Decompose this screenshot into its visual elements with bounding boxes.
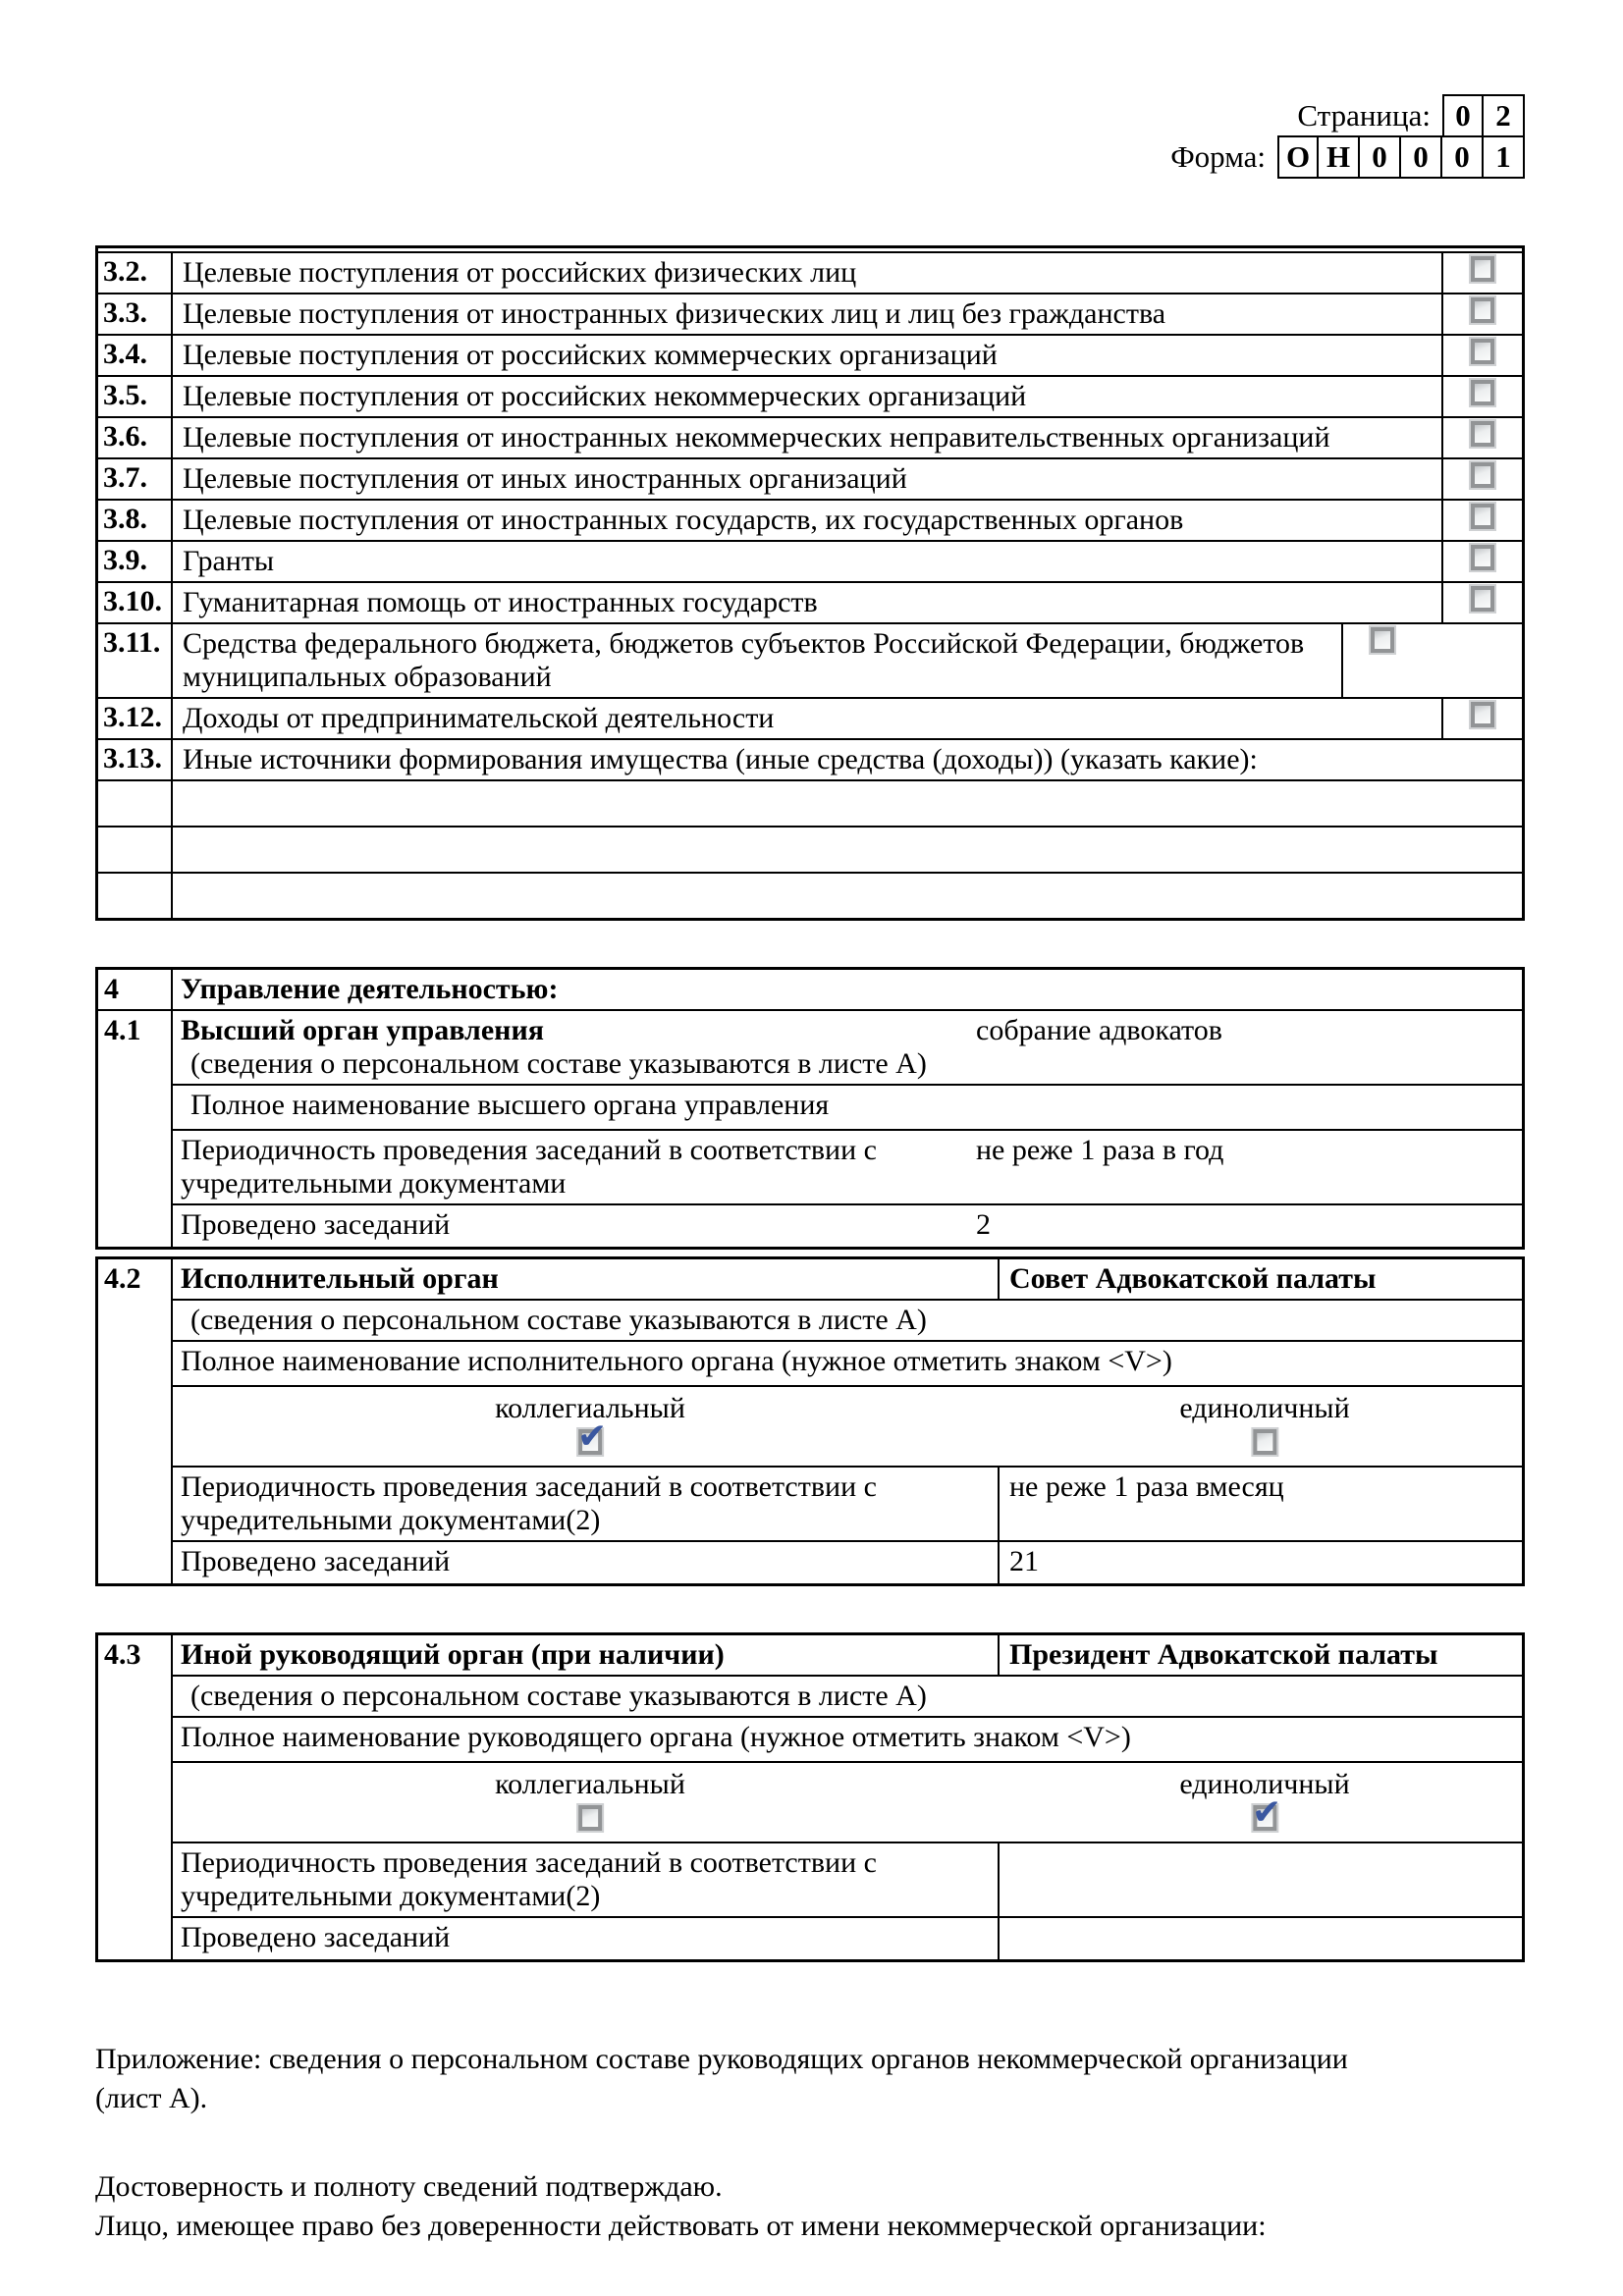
checkbox-cell [1441, 459, 1522, 499]
page-label: Страница: [1297, 98, 1431, 133]
meetings-row [173, 1205, 1522, 1247]
checkbox-3-11[interactable] [1371, 627, 1394, 653]
checkbox-3-7[interactable] [1471, 462, 1494, 488]
sole-label: единоличный [1179, 1392, 1350, 1424]
periodicity-row [173, 1468, 1522, 1542]
fullname-label: Полное наименование высшего органа управления [190, 1089, 830, 1121]
row-number-empty [98, 828, 173, 872]
confirmation-line-1: Достоверность и полноту сведений подтверждаю. [95, 2170, 723, 2203]
row-number-empty [98, 781, 173, 826]
section-title: Управление деятельностью: [173, 970, 1522, 1011]
collegial-option [495, 1768, 685, 1839]
form-code-box: 0 [1360, 135, 1401, 179]
row-number-empty [98, 874, 173, 918]
income-sources-table [95, 245, 1525, 921]
meetings-value: 2 [976, 1208, 991, 1241]
table-row [98, 501, 1522, 542]
row-label: Целевые поступления от иностранных физических лиц и лиц без гражданства [183, 297, 1166, 330]
row-number: 3.13. [98, 740, 173, 779]
fullname-row [173, 1086, 1522, 1131]
form-code-box: Н [1319, 135, 1360, 179]
collegial-label: коллегиальный [495, 1768, 685, 1800]
row-label: Гранты [183, 545, 275, 577]
row-number: 3.7. [98, 459, 173, 499]
periodicity-value [1000, 1843, 1522, 1916]
checkbox-cell [1441, 699, 1522, 738]
management-table-43 [95, 1632, 1525, 1962]
checkbox-43-collegial[interactable] [578, 1805, 602, 1831]
row-label: Целевые поступления от российских коммерческих организаций [183, 339, 998, 371]
checkbox-cell [1441, 501, 1522, 540]
fullname-label: Полное наименование руководящего органа (нужное отметить знаком <V>) [181, 1721, 1131, 1753]
meetings-row [173, 1542, 1522, 1583]
section-number: 4 [98, 970, 173, 1011]
sole-option [1179, 1392, 1349, 1463]
row-number: 3.12. [98, 699, 173, 738]
blank-input-row[interactable] [173, 828, 1522, 872]
meetings-value: 21 [1009, 1545, 1039, 1577]
supreme-body-subtitle: (сведения о персональном составе указываются в листе А) [190, 1047, 927, 1080]
blank-row [98, 781, 1522, 828]
fullname-row [173, 1718, 1522, 1763]
meetings-row [173, 1918, 1522, 1959]
table-row [98, 583, 1522, 624]
row-number: 4.1 [98, 1011, 173, 1247]
checkbox-3-8[interactable] [1471, 504, 1494, 529]
blank-input-row[interactable] [173, 781, 1522, 826]
row-number: 3.10. [98, 583, 173, 622]
row-label: Целевые поступления от иных иностранных организаций [183, 462, 907, 495]
row-label: Средства федерального бюджета, бюджетов субъектов Российской Федерации, бюджетов муниципальных образований [183, 627, 1305, 693]
supreme-body-row [173, 1011, 1522, 1086]
table-row [98, 294, 1522, 336]
table-row [98, 542, 1522, 583]
row-number: 3.5. [98, 377, 173, 416]
other-body-row [173, 1635, 1522, 1677]
checkbox-3-9[interactable] [1471, 545, 1494, 570]
subtitle-row [173, 1677, 1522, 1718]
table-row [98, 336, 1522, 377]
meetings-label: Проведено заседаний [173, 1918, 1000, 1959]
checkbox-cell [1441, 294, 1522, 334]
form-header [1170, 94, 1525, 179]
blank-row [98, 874, 1522, 918]
form-code-box: 0 [1401, 135, 1442, 179]
row-label: Целевые поступления от иностранных некоммерческих неправительственных организаций [183, 421, 1330, 454]
row-label: Целевые поступления от российских некоммерческих организаций [183, 380, 1027, 412]
meetings-value [1000, 1918, 1522, 1959]
page-number-row [1297, 94, 1525, 137]
row-label: Целевые поступления от российских физических лиц [183, 256, 857, 289]
checkbox-cell [1441, 583, 1522, 622]
checkbox-cell [1441, 253, 1522, 293]
periodicity-label: Периодичность проведения заседаний в соответствии с учредительными документами [181, 1134, 877, 1200]
form-code-box: О [1277, 135, 1319, 179]
periodicity-label: Периодичность проведения заседаний в соответствии с учредительными документами(2) [173, 1468, 1000, 1540]
checkbox-43-sole[interactable] [1253, 1805, 1276, 1831]
form-code-box: 1 [1484, 135, 1525, 179]
checkbox-3-10[interactable] [1471, 586, 1494, 612]
row-number: 3.4. [98, 336, 173, 375]
sole-label: единоличный [1179, 1768, 1350, 1800]
row-number: 3.9. [98, 542, 173, 581]
executive-body-title: Исполнительный орган [173, 1259, 1000, 1299]
row-label: Доходы от предпринимательской деятельности [183, 702, 775, 734]
row-label: Целевые поступления от иностранных государств, их государственных органов [183, 504, 1184, 536]
collegial-label: коллегиальный [495, 1392, 685, 1424]
periodicity-row [173, 1843, 1522, 1918]
management-table-42 [95, 1256, 1525, 1586]
page-digit-box: 0 [1442, 94, 1484, 137]
blank-input-row[interactable] [173, 874, 1522, 918]
other-body-value: Президент Адвокатской палаты [1009, 1638, 1438, 1671]
collegial-option [495, 1392, 685, 1463]
row-number: 3.2. [98, 253, 173, 293]
checkbox-cell [1441, 418, 1522, 457]
row-label: Гуманитарная помощь от иностранных государств [183, 586, 818, 618]
checkbox-42-collegial[interactable] [578, 1429, 602, 1455]
attachment-note [95, 2040, 1431, 2117]
checkbox-3-2[interactable] [1471, 256, 1494, 282]
meetings-label: Проведено заседаний [181, 1208, 451, 1241]
attachment-text: Приложение: сведения о персональном составе руководящих органов некоммерческой организации (лист А). [95, 2043, 1348, 2114]
form-code-box: 0 [1442, 135, 1484, 179]
subtitle-label: (сведения о персональном составе указываются в листе А) [190, 1680, 927, 1712]
table-row [98, 459, 1522, 501]
body-type-row [173, 1387, 1522, 1468]
subtitle-label: (сведения о персональном составе указываются в листе А) [190, 1304, 927, 1336]
page-digit-box: 2 [1484, 94, 1525, 137]
checkbox-3-3[interactable] [1471, 297, 1494, 323]
form-label: Форма: [1170, 139, 1266, 174]
checkbox-3-12[interactable] [1471, 702, 1494, 727]
row-number: 4.2 [98, 1259, 173, 1583]
checkbox-cell [1441, 377, 1522, 416]
checkbox-3-5[interactable] [1471, 380, 1494, 405]
fullname-row [173, 1342, 1522, 1387]
checkbox-42-sole[interactable] [1253, 1429, 1276, 1455]
fullname-label: Полное наименование исполнительного органа (нужное отметить знаком <V>) [181, 1345, 1172, 1377]
row-number: 3.3. [98, 294, 173, 334]
form-code-row [1170, 135, 1525, 179]
table-row [98, 699, 1522, 740]
executive-body-row [173, 1259, 1522, 1301]
other-body-title: Иной руководящий орган (при наличии) [173, 1635, 1000, 1675]
page-number-boxes [1442, 94, 1525, 137]
confirmation-note [95, 2167, 1431, 2245]
sole-option [1179, 1768, 1349, 1839]
table-row [98, 253, 1522, 294]
executive-body-value: Совет Адвокатской палаты [1009, 1262, 1377, 1295]
form-code-boxes [1277, 135, 1525, 179]
management-table-41 [95, 967, 1525, 1250]
periodicity-row [173, 1131, 1522, 1205]
table-row [98, 624, 1522, 699]
periodicity-value: не реже 1 раза в год [976, 1134, 1224, 1166]
row-number: 4.3 [98, 1635, 173, 1959]
checkbox-cell [1341, 624, 1422, 697]
checkbox-cell [1441, 542, 1522, 581]
blank-row [98, 828, 1522, 874]
subtitle-row [173, 1301, 1522, 1342]
checkbox-3-4[interactable] [1471, 339, 1494, 364]
confirmation-line-2: Лицо, имеющее право без доверенности действовать от имени некоммерческой организации: [95, 2209, 1267, 2242]
table-row [98, 740, 1522, 781]
supreme-body-title: Высший орган управления [181, 1014, 544, 1046]
periodicity-value: не реже 1 раза вмесяц [1009, 1470, 1284, 1503]
meetings-label: Проведено заседаний [173, 1542, 1000, 1583]
body-type-row [173, 1763, 1522, 1843]
row-number: 3.6. [98, 418, 173, 457]
periodicity-label: Периодичность проведения заседаний в соответствии с учредительными документами(2) [173, 1843, 1000, 1916]
checkbox-cell [1441, 336, 1522, 375]
supreme-body-value: собрание адвокатов [976, 1014, 1222, 1046]
checkbox-3-6[interactable] [1471, 421, 1494, 447]
table-row [98, 418, 1522, 459]
table-row [98, 377, 1522, 418]
row-number: 3.8. [98, 501, 173, 540]
row-number: 3.11. [98, 624, 173, 697]
row-label: Иные источники формирования имущества (иные средства (доходы)) (указать какие): [183, 743, 1258, 775]
